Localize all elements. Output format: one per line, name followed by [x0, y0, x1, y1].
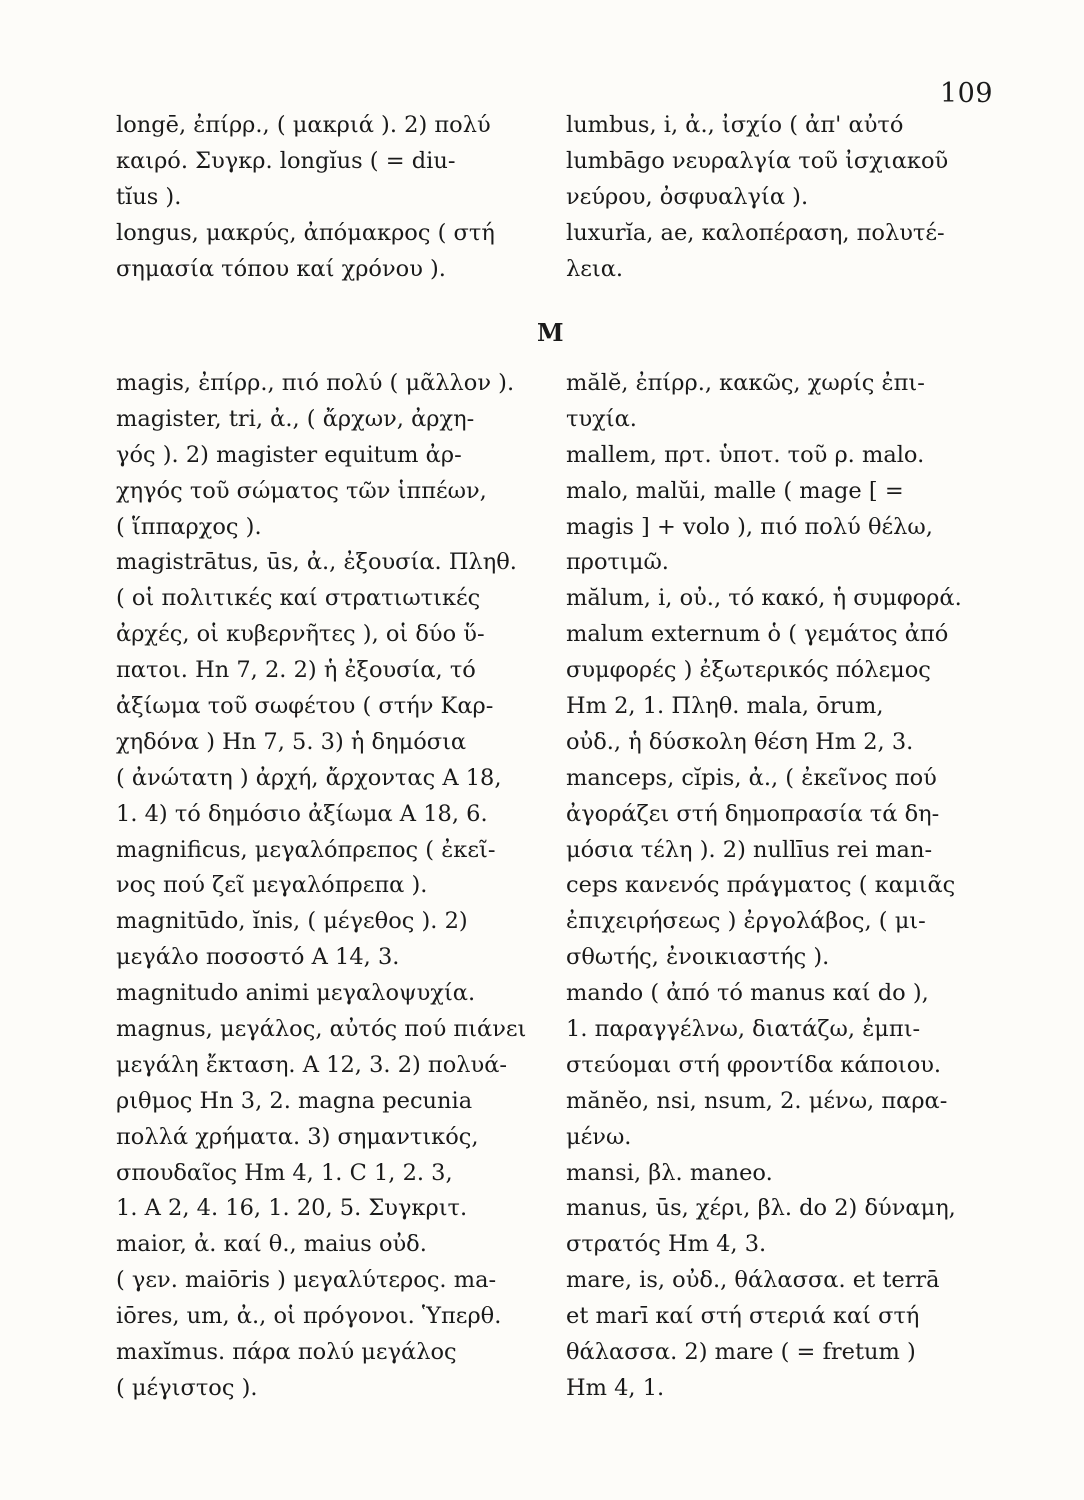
- left-bottom-entries: [116, 366, 526, 1407]
- dictionary-line: καιρό. Συγκρ. longĭus ( = diu-: [116, 147, 456, 174]
- dictionary-line: πολλά χρήματα. 3) σημαντικός,: [116, 1123, 479, 1150]
- dictionary-line: ( οἱ πολιτικές καί στρατιωτικές: [116, 585, 481, 612]
- dictionary-line: νος πού ζεῖ μεγαλόπρεπα ).: [116, 872, 428, 899]
- page-number: 109: [940, 78, 994, 109]
- dictionary-line: malum externum ὁ ( γεμάτος ἀπό: [566, 621, 949, 648]
- dictionary-line: longus, μακρύς, ἀπόμακρος ( στή: [116, 219, 495, 246]
- dictionary-line: ριθμος Hn 3, 2. magna pecunia: [116, 1087, 473, 1114]
- dictionary-line: magnus, μεγάλος, αὐτός πού πιάνει: [116, 1016, 527, 1043]
- dictionary-line: τυχία.: [566, 405, 637, 432]
- dictionary-line: συμφορές ) ἐξωτερικός πόλεμος: [566, 657, 931, 684]
- dictionary-line: iōres, um, ἀ., οἱ πρόγονοι. Ὑπερθ.: [116, 1303, 502, 1330]
- dictionary-line: maior, ἀ. καί θ., maius οὐδ.: [116, 1231, 427, 1258]
- dictionary-line: ἀρχές, οἱ κυβερνῆτες ), οἱ δύο ὕ-: [116, 621, 485, 648]
- dictionary-line: ( γεν. maiōris ) μεγαλύτερος. ma-: [116, 1267, 497, 1294]
- dictionary-line: luxurĭa, ae, καλοπέραση, πολυτέ-: [566, 219, 945, 246]
- dictionary-line: malo, malŭi, malle ( mage [ =: [566, 477, 904, 504]
- dictionary-line: mălum, i, οὐ., τό κακό, ἡ συμφορά.: [566, 585, 962, 612]
- dictionary-line: μεγάλο ποσοστό A 14, 3.: [116, 944, 400, 971]
- dictionary-line: μεγάλη ἔκταση. A 12, 3. 2) πολυά-: [116, 1051, 508, 1078]
- dictionary-line: ἐπιχειρήσεως ) ἐργολάβος, ( μι-: [566, 908, 926, 935]
- left-top-entries: [116, 108, 495, 287]
- dictionary-line: ( μέγιστος ).: [116, 1374, 258, 1401]
- dictionary-line: ceps κανενός πράγματος ( καμιᾶς: [566, 872, 956, 899]
- dictionary-line: σθωτής, ἐνοικιαστής ).: [566, 944, 830, 971]
- dictionary-line: θάλασσα. 2) mare ( = fretum ): [566, 1339, 916, 1366]
- dictionary-line: magnitūdo, ĭnis, ( μέγεθος ). 2): [116, 908, 468, 935]
- dictionary-line: mando ( ἀπό τό manus καί do ),: [566, 980, 929, 1007]
- dictionary-line: λεια.: [566, 255, 624, 282]
- dictionary-line: tĭus ).: [116, 183, 182, 210]
- dictionary-line: magnitudo animi μεγαλοψυχία.: [116, 980, 476, 1007]
- dictionary-line: manceps, cĭpis, ἀ., ( ἐκεῖνος πού: [566, 764, 937, 791]
- dictionary-line: σπουδαῖος Hm 4, 1. C 1, 2. 3,: [116, 1159, 453, 1186]
- dictionary-line: μένω.: [566, 1123, 632, 1150]
- dictionary-line: νεύρου, ὀσφυαλγία ).: [566, 183, 809, 210]
- dictionary-line: maxĭmus. πάρα πολύ μεγάλος: [116, 1339, 457, 1366]
- dictionary-line: lumbus, i, ἀ., ἰσχίο ( ἀπ' αὐτό: [566, 112, 904, 138]
- right-bottom-entries: [566, 366, 962, 1407]
- dictionary-line: magister, tri, ἀ., ( ἄρχων, ἀρχη-: [116, 405, 475, 432]
- dictionary-line: προτιμῶ.: [566, 549, 669, 576]
- dictionary-line: ( ἀνώτατη ) ἀρχή, ἄρχοντας A 18,: [116, 764, 502, 791]
- dictionary-line: magis, ἐπίρρ., πιό πολύ ( μᾶλλον ).: [116, 370, 515, 396]
- dictionary-line: στεύομαι στή φροντίδα κάποιου.: [566, 1051, 942, 1078]
- dictionary-line: Hm 2, 1. Πληθ. mala, ōrum,: [566, 693, 884, 720]
- dictionary-line: χηδόνα ) Hn 7, 5. 3) ἡ δημόσια: [116, 728, 467, 755]
- dictionary-line: σημασία τόπου καί χρόνου ).: [116, 255, 446, 282]
- dictionary-line: 1. A 2, 4. 16, 1. 20, 5. Συγκριτ.: [116, 1195, 468, 1222]
- dictionary-line: lumbāgo νευραλγία τοῦ ἰσχιακοῦ: [566, 147, 949, 174]
- dictionary-line: ἀξίωμα τοῦ σωφέτου ( στήν Καρ-: [116, 693, 494, 720]
- right-top-entries: [566, 108, 948, 287]
- dictionary-line: mălĕ, ἐπίρρ., κακῶς, χωρίς ἐπι-: [566, 370, 925, 396]
- dictionary-line: 1. παραγγέλνω, διατάζω, ἐμπι-: [566, 1016, 921, 1043]
- dictionary-line: et marī καί στή στεριά καί στή: [566, 1303, 920, 1330]
- dictionary-line: magnificus, μεγαλόπρεπος ( ἐκεῖ-: [116, 836, 496, 863]
- dictionary-line: ἀγοράζει στή δημοπρασία τά δη-: [566, 800, 940, 827]
- dictionary-line: μόσια τέλη ). 2) nullīus rei man-: [566, 836, 933, 863]
- dictionary-line: manus, ūs, χέρι, βλ. do 2) δύναμη,: [566, 1195, 956, 1222]
- dictionary-line: χηγός τοῦ σώματος τῶν ἱππέων,: [116, 477, 487, 504]
- section-letter: M: [537, 318, 564, 347]
- dictionary-line: mallem, πρτ. ὑποτ. τοῦ ρ. malo.: [566, 441, 925, 468]
- dictionary-line: mare, is, οὐδ., θάλασσα. et terrā: [566, 1267, 940, 1294]
- dictionary-line: οὐδ., ἡ δύσκολη θέση Hm 2, 3.: [566, 728, 914, 755]
- dictionary-line: longē, ἐπίρρ., ( μακριά ). 2) πολύ: [116, 112, 491, 138]
- dictionary-line: mansi, βλ. maneo.: [566, 1159, 773, 1186]
- dictionary-line: ( ἵππαρχος ).: [116, 513, 262, 540]
- dictionary-line: στρατός Hm 4, 3.: [566, 1231, 767, 1258]
- dictionary-line: mănĕo, nsi, nsum, 2. μένω, παρα-: [566, 1087, 948, 1114]
- dictionary-line: Hm 4, 1.: [566, 1374, 665, 1401]
- dictionary-line: γός ). 2) magister equitum ἀρ-: [116, 441, 462, 468]
- dictionary-line: magis ] + volo ), πιό πολύ θέλω,: [566, 513, 933, 540]
- dictionary-line: 1. 4) τό δημόσιο ἀξίωμα A 18, 6.: [116, 800, 488, 827]
- dictionary-line: magistrātus, ūs, ἀ., ἐξουσία. Πληθ.: [116, 549, 517, 576]
- dictionary-line: πατοι. Hn 7, 2. 2) ἡ ἐξουσία, τό: [116, 657, 476, 684]
